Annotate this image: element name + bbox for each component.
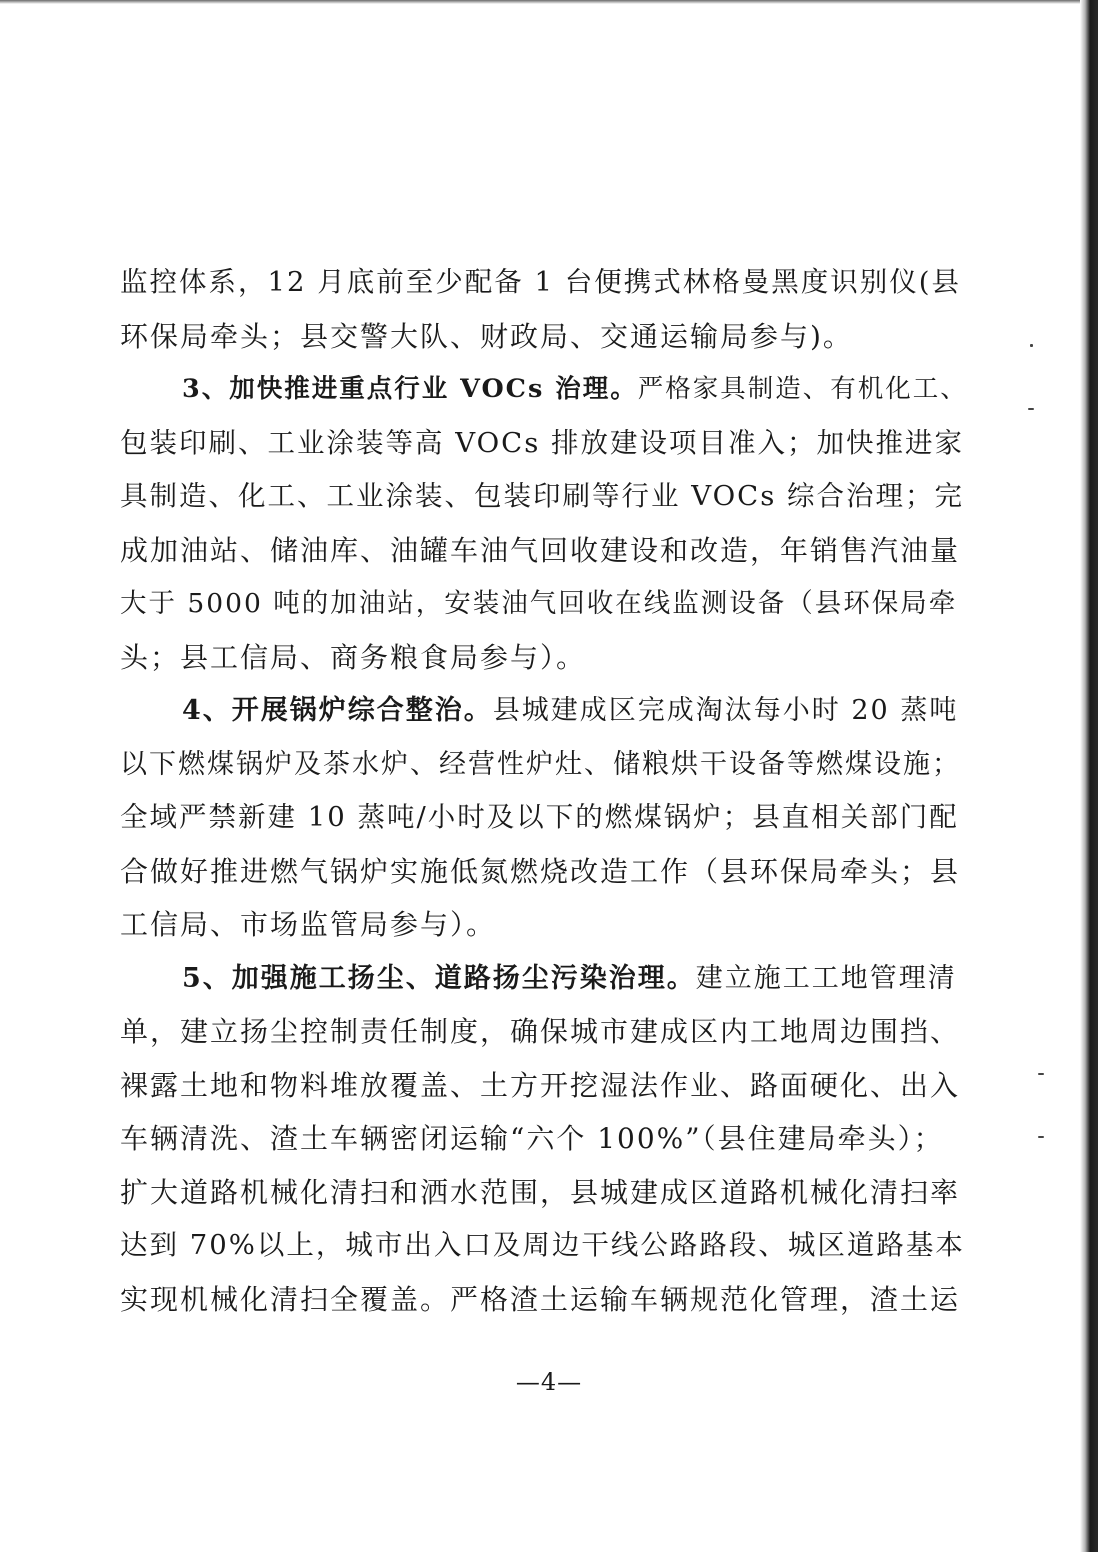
body-line: [120, 1059, 970, 1113]
document-body: [120, 256, 970, 1326]
line-text: 监控体系，12 月底前至少配备 1 台便携式林格曼黑度识别仪(县: [120, 266, 961, 298]
line-text: 裸露土地和物料堆放覆盖、土方开挖湿法作业、路面硬化、出入: [120, 1068, 961, 1102]
body-line: [120, 1112, 970, 1166]
line-text: 扩大道路机械化清扫和洒水范围，县城建成区道路机械化清扫率: [120, 1175, 961, 1209]
line-text: 以下燃煤锅炉及茶水炉、经营性炉灶、储粮烘干设备等燃煤设施；: [120, 748, 961, 780]
body-line: [120, 845, 970, 899]
body-line: [120, 1005, 970, 1059]
body-line: [120, 256, 970, 310]
line-text: 单，建立扬尘控制责任制度，确保城市建成区内工地周边围挡、: [120, 1015, 961, 1048]
paragraph-4-start: [120, 684, 970, 738]
line-text: 合做好推进燃气锅炉实施低氮燃烧改造工作（县环保局牵头；县: [120, 854, 961, 888]
line-text: 具制造、化工、工业涂装、包装印刷等行业 VOCs 综合治理；完: [120, 480, 965, 512]
body-line: [120, 470, 970, 524]
scan-speck: [1038, 1136, 1044, 1138]
line-text: 包装印刷、工业涂装等高 VOCs 排放建设项目准入；加快推进家: [120, 426, 965, 459]
scan-edge-top: [0, 0, 1098, 4]
line-text: 严格家具制造、有机化工、: [637, 374, 968, 404]
line-text: 车辆清洗、渣土车辆密闭运输“六个 100%”（县住建局牵头）；: [120, 1122, 944, 1155]
section-heading: 3、加快推进重点行业 VOCs 治理。: [182, 374, 638, 404]
body-line: [120, 631, 970, 685]
line-text: 大于 5000 吨的加油站，安装油气回收在线监测设备（县环保局牵: [120, 588, 958, 619]
body-line: [120, 738, 970, 792]
line-text: 成加油站、储油库、油罐车油气回收建设和改造，年销售汽油量: [120, 533, 961, 567]
paragraph-3-start: [120, 363, 970, 417]
line-text: 达到 70%以上，城市出入口及周边干线公路路段、城区道路基本: [120, 1229, 965, 1261]
scan-speck: [1030, 344, 1033, 347]
body-line: [120, 898, 970, 952]
paragraph-5-start: [120, 952, 970, 1006]
body-line: [120, 1273, 970, 1327]
page-number: —4—: [515, 1368, 583, 1396]
line-text: 建立施工工地管理清: [695, 962, 957, 994]
body-line: [120, 310, 970, 364]
body-line: [120, 1166, 970, 1220]
line-text: 全域严禁新建 10 蒸吨/小时及以下的燃煤锅炉；县直相关部门配: [120, 801, 959, 833]
scan-speck: [1038, 1073, 1044, 1075]
scan-edge-right: [1080, 0, 1098, 1552]
body-line: [120, 791, 970, 845]
body-line: [120, 1219, 970, 1273]
scan-speck: [1028, 408, 1034, 410]
line-text: 县城建成区完成淘汰每小时 20 蒸吨: [492, 695, 959, 726]
body-line: [120, 417, 970, 471]
body-line: [120, 577, 970, 631]
line-text: 工信局、市场监管局参与）。: [120, 908, 497, 941]
section-heading: 5、加强施工扬尘、道路扬尘污染治理。: [182, 962, 696, 994]
section-heading: 4、开展锅炉综合整治。: [182, 695, 493, 726]
body-line: [120, 524, 970, 578]
line-text: 头；县工信局、商务粮食局参与）。: [120, 640, 587, 674]
line-text: 实现机械化清扫全覆盖。严格渣土运输车辆规范化管理，渣土运: [120, 1282, 961, 1316]
line-text: 环保局牵头；县交警大队、财政局、交通运输局参与)。: [120, 319, 853, 353]
